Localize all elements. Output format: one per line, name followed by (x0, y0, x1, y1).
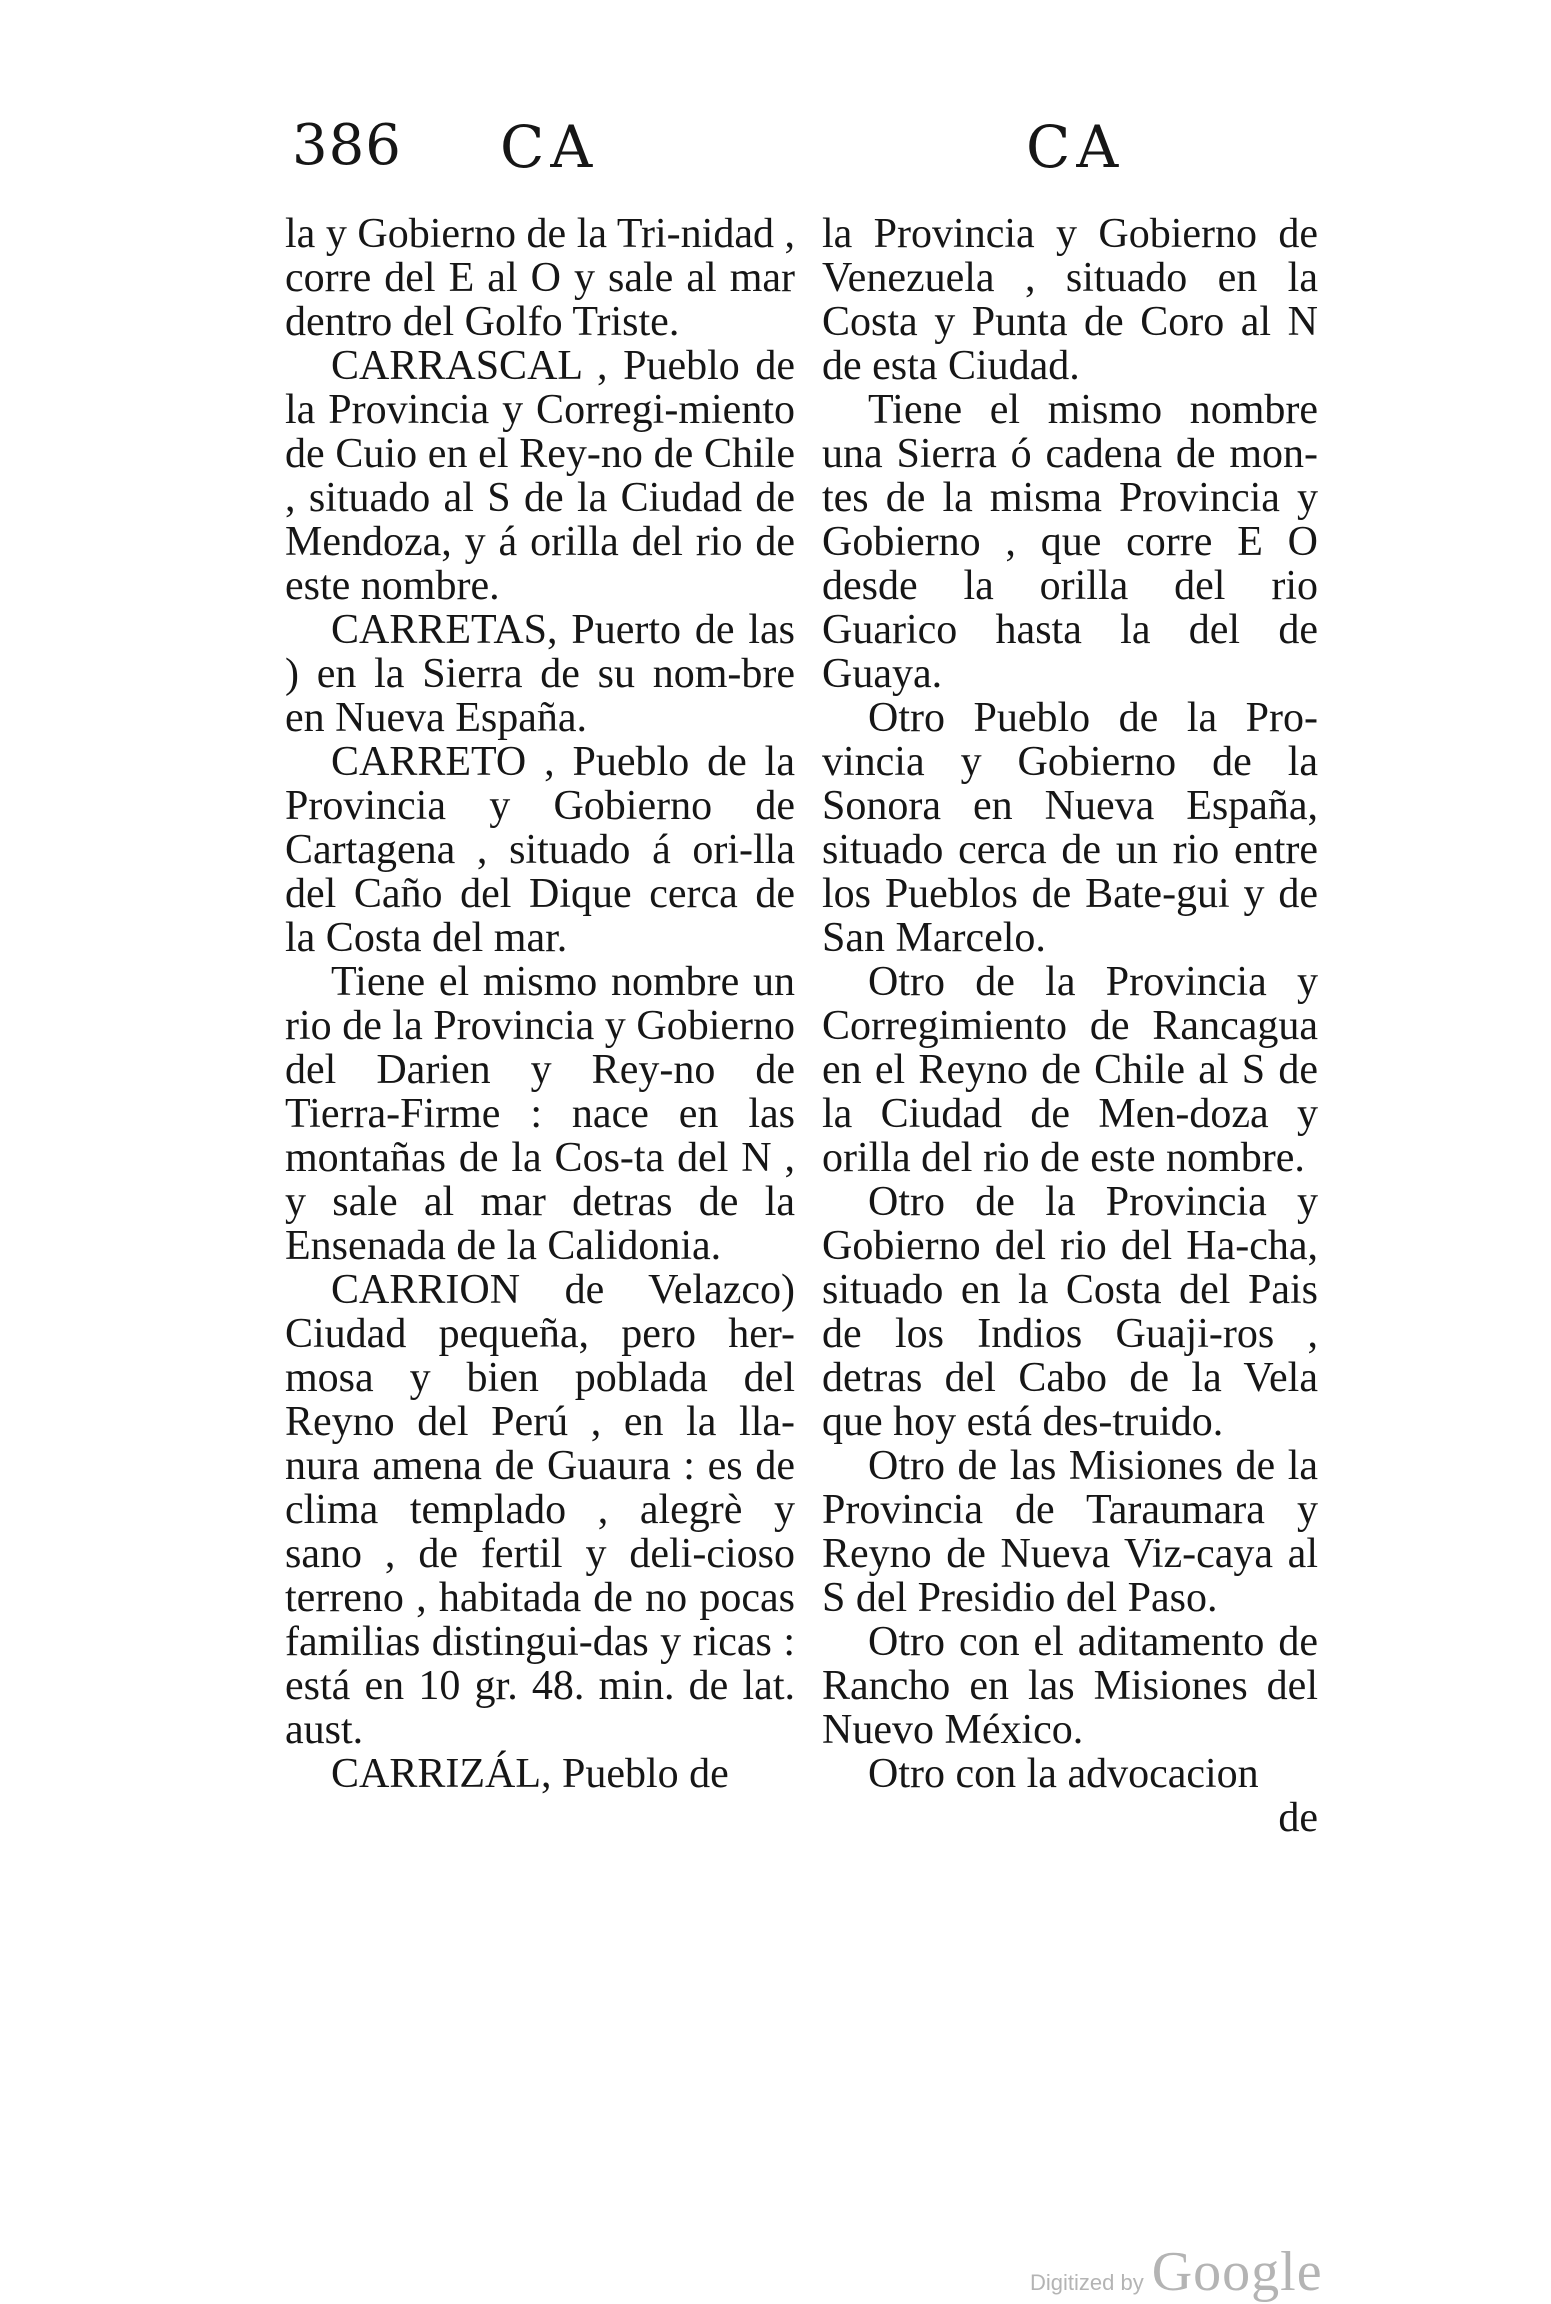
paragraph: Tiene el mismo nombre un rio de la Provincia y Gobierno del Darien y Rey-no de Tierra-Firme : nace en las montañas de la Cos-ta del N , y sale al mar detras de la Ensenada de la Calidonia. (285, 959, 795, 1269)
paragraph: CARRION de Velazco) Ciudad pequeña, pero her-mosa y bien poblada del Reyno del Perú , en la lla-nura amena de Guaura : es de clima templado , alegrè y sano , de fertil y deli-cioso terreno , habitada de no pocas familias distingui-das y ricas : está en 10 gr. 48. min. de lat. aust. (285, 1267, 795, 1753)
paragraph: Otro Pueblo de la Pro-vincia y Gobierno de la Sonora en Nueva España, situado cerca de un rio entre los Pueblos de Bate-gui y de San Marcelo. (822, 695, 1318, 961)
paragraph: Otro de la Provincia y Gobierno del rio del Ha-cha, situado en la Costa del Pais de los Indios Guaji-ros , detras del Cabo de la Vela que hoy está des-truido. (822, 1179, 1318, 1445)
page-number: 386 (292, 113, 402, 178)
paragraph: Otro con el aditamento de Rancho en las Misiones del Nuevo México. (822, 1619, 1318, 1753)
digitized-watermark (1030, 2240, 1323, 2304)
running-head-left: CA (500, 113, 599, 181)
paragraph: Otro con la advocacion (868, 1751, 1259, 1797)
right-column (822, 212, 1318, 1840)
paragraph: la Provincia y Gobierno de Venezuela , situado en la Costa y Punta de Coro al N de esta Ciudad. (822, 211, 1318, 389)
paragraph: CARRASCAL , Pueblo de la Provincia y Corregi-miento de Cuio en el Rey-no de Chile , situado al S de la Ciudad de Mendoza, y á orilla del rio de este nombre. (285, 343, 795, 609)
paragraph: Tiene el mismo nombre una Sierra ó cadena de mon-tes de la misma Provincia y Gobierno , que corre E O desde la orilla del rio Guarico hasta la del de Guaya. (822, 387, 1318, 697)
paragraph: CARRETAS, Puerto de las ) en la Sierra de su nom-bre en Nueva España. (285, 607, 795, 741)
catchword: de (1278, 1795, 1318, 1841)
left-column (285, 212, 795, 1796)
paragraph: CARRIZÁL, Pueblo de (331, 1751, 729, 1797)
paragraph: Otro de la Provincia y Corregimiento de Rancagua en el Reyno de Chile al S de la Ciudad de Men-doza y orilla del rio de este nombre. (822, 959, 1318, 1181)
paragraph: CARRETO , Pueblo de la Provincia y Gobierno de Cartagena , situado á ori-lla del Caño del Dique cerca de la Costa del mar. (285, 739, 795, 961)
digitized-label: Digitized by (1030, 2270, 1144, 2295)
paragraph: Otro de las Misiones de la Provincia de Taraumara y Reyno de Nueva Viz-caya al S del Presidio del Paso. (822, 1443, 1318, 1621)
paragraph: la y Gobierno de la Tri-nidad , corre del E al O y sale al mar dentro del Golfo Triste. (285, 211, 795, 345)
google-logo: Google (1151, 2241, 1323, 2303)
running-head-right: CA (1026, 113, 1125, 181)
